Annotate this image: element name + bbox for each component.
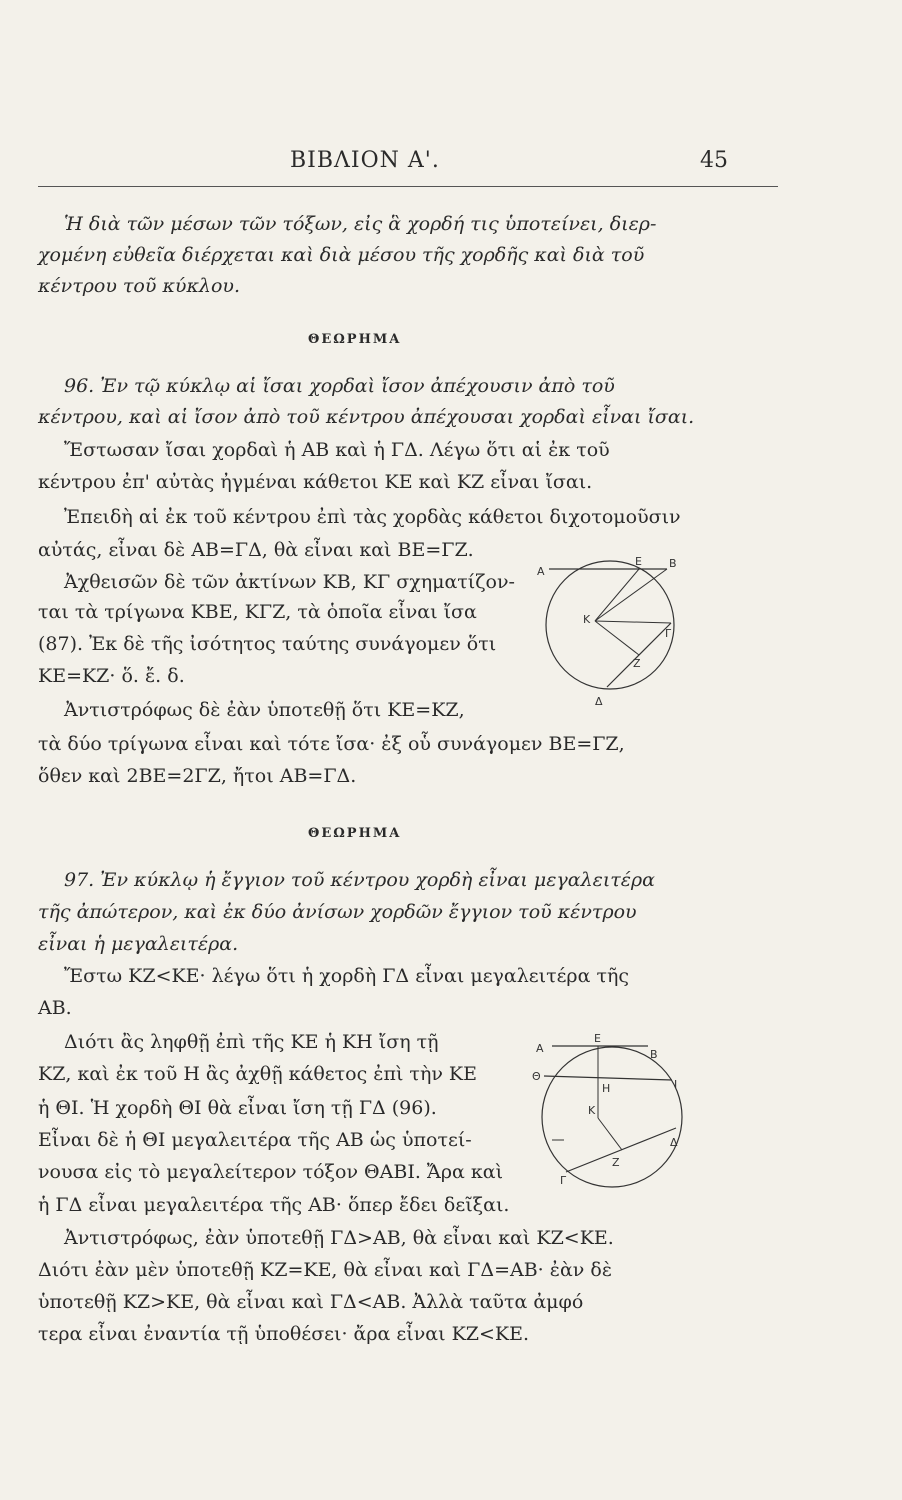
intro-line: χομένη εὐθεῖα διέρχεται καὶ διὰ μέσου τῆς χορδῆς καὶ διὰ τοῦ (38, 244, 645, 266)
theorem-96-line: τὰ δύο τρίγωνα εἶναι καὶ τότε ἴσα· ἐξ οὗ συνάγομεν ΒΕ=ΓΖ, (38, 733, 625, 755)
label-b: B (650, 1048, 658, 1061)
theorem-96-line: (87). Ἐκ δὲ τῆς ἰσότητος ταύτης συνάγομεν ὅτι (38, 633, 497, 655)
theorem-97-line: ΑΒ. (38, 997, 72, 1019)
chord-thi (544, 1076, 672, 1080)
theorem-97-line: Διότι ἐὰν μὲν ὑποτεθῇ ΚΖ=ΚΕ, θὰ εἶναι καὶ ΓΔ=ΑΒ· ἐὰν δὲ (38, 1259, 613, 1281)
theorem-96-line: ὅθεν καὶ 2ΒΕ=2ΓΖ, ἤτοι ΑΒ=ΓΔ. (38, 765, 357, 787)
label-g: Γ (665, 627, 672, 640)
circle (546, 561, 674, 689)
label-a: A (537, 565, 545, 578)
line-kb (595, 569, 667, 621)
theorem-96-line: Ἀντιστρόφως δὲ ἐὰν ὑποτεθῇ ὅτι ΚΕ=ΚΖ, (64, 699, 465, 721)
theorem-97-figure (530, 1032, 680, 1202)
theorem-97-line: νουσα εἰς τὸ μεγαλείτερον τόξον ΘΑΒΙ. Ἄρα καὶ (38, 1161, 504, 1183)
theorem-96-line: 96. Ἐν τῷ κύκλῳ αἱ ἴσαι χορδαὶ ἴσον ἀπέχουσιν ἀπὸ τοῦ (64, 375, 615, 397)
theorem-97-line: 97. Ἐν κύκλῳ ἡ ἔγγιον τοῦ κέντρου χορδὴ εἶναι μεγαλειτέρα (64, 869, 655, 891)
line-kz (595, 621, 639, 655)
header-rule (38, 186, 778, 187)
theorem-97-line: εἶναι ἡ μεγαλειτέρα. (38, 933, 239, 955)
label-d: Δ (595, 695, 603, 708)
page-number: 45 (700, 148, 728, 173)
theorem-97-line: ἡ ΓΔ εἶναι μεγαλειτέρα τῆς ΑΒ· ὅπερ ἔδει δεῖξαι. (38, 1194, 510, 1216)
label-e: E (594, 1032, 601, 1045)
theorem-97-line: ΚΖ, καὶ ἐκ τοῦ Η ἂς ἀχθῇ κάθετος ἐπὶ τὴν ΚΕ (38, 1063, 477, 1085)
label-k: K (588, 1104, 596, 1117)
label-b: B (669, 557, 677, 570)
theorem-96-line: Ἔστωσαν ἴσαι χορδαὶ ἡ ΑΒ καὶ ἡ ΓΔ. Λέγω ὅτι αἱ ἐκ τοῦ (64, 439, 610, 461)
line-kz (598, 1118, 622, 1150)
line-ke (595, 569, 639, 621)
label-z: Z (633, 657, 641, 670)
label-e: E (635, 555, 642, 568)
theorem-96-line: Ἀχθεισῶν δὲ τῶν ἀκτίνων ΚΒ, ΚΓ σχηματίζον- (64, 571, 515, 593)
theorem-97-line: Ἔστω ΚΖ<ΚΕ· λέγω ὅτι ἡ χορδὴ ΓΔ εἶναι μεγαλειτέρα τῆς (64, 965, 629, 987)
theorem-97-line: Εἶναι δὲ ἡ ΘΙ μεγαλειτέρα τῆς ΑΒ ὡς ὑποτεί- (38, 1129, 472, 1151)
label-i: I (674, 1078, 678, 1091)
theorem-96-line: ΚΕ=ΚΖ· ὅ. ἔ. δ. (38, 665, 185, 687)
intro-line: Ἡ διὰ τῶν μέσων τῶν τόξων, εἰς ἃ χορδή τις ὑποτείνει, διερ- (64, 213, 657, 235)
theorem-96-line: αὐτάς, εἶναι δὲ ΑΒ=ΓΔ, θὰ εἶναι καὶ ΒΕ=ΓΖ. (38, 539, 474, 561)
theorem-96-figure (535, 545, 675, 715)
label-a: A (536, 1042, 544, 1055)
line-kg (595, 621, 671, 623)
theorem-97-line: Διότι ἂς ληφθῇ ἐπὶ τῆς ΚΕ ἡ ΚΗ ἴση τῇ (64, 1031, 439, 1053)
running-header (60, 148, 840, 188)
theorem-97-line: Ἀντιστρόφως, ἐὰν ὑποτεθῇ ΓΔ>ΑΒ, θὰ εἶναι καὶ ΚΖ<ΚΕ. (64, 1227, 614, 1249)
chord-gd (566, 1128, 676, 1172)
label-th: Θ (532, 1070, 541, 1083)
theorem-96-line: Ἐπειδὴ αἱ ἐκ τοῦ κέντρου ἐπὶ τὰς χορδὰς κάθετοι διχοτομοῦσιν (64, 506, 681, 528)
label-z: Z (612, 1156, 620, 1169)
theorem-97-heading: ΘΕΩΡΗΜΑ (308, 826, 402, 841)
theorem-97-line: τερα εἶναι ἐναντία τῇ ὑποθέσει· ἄρα εἶναι ΚΖ<ΚΕ. (38, 1323, 530, 1345)
label-d: Δ (670, 1136, 678, 1149)
theorem-96-line: κέντρου, καὶ αἱ ἴσον ἀπὸ τοῦ κέντρου ἀπέχουσαι χορδαὶ εἶναι ἴσαι. (38, 406, 695, 428)
theorem-96-line: ται τὰ τρίγωνα ΚΒΕ, ΚΓΖ, τὰ ὁποῖα εἶναι ἴσα (38, 601, 477, 623)
intro-line: κέντρου τοῦ κύκλου. (38, 275, 240, 297)
label-h: H (602, 1082, 611, 1095)
theorem-96-line: κέντρου ἐπ' αὐτὰς ἠγμέναι κάθετοι ΚΕ καὶ ΚΖ εἶναι ἴσαι. (38, 471, 593, 493)
theorem-97-line: τῆς ἀπώτερον, καὶ ἐκ δύο ἀνίσων χορδῶν ἔγγιον τοῦ κέντρου (38, 901, 637, 923)
label-g: Γ (560, 1174, 567, 1187)
theorem-96-heading: ΘΕΩΡΗΜΑ (308, 332, 402, 347)
theorem-97-line: ἡ ΘΙ. Ἡ χορδὴ ΘΙ θὰ εἶναι ἴση τῇ ΓΔ (96). (38, 1097, 437, 1119)
label-k: K (583, 613, 591, 626)
theorem-97-line: ὑποτεθῇ ΚΖ>ΚΕ, θὰ εἶναι καὶ ΓΔ<ΑΒ. Ἀλλὰ ταῦτα ἀμφό (38, 1291, 584, 1313)
header-title: ΒΙΒΛΙΟΝ Α'. (290, 148, 440, 173)
